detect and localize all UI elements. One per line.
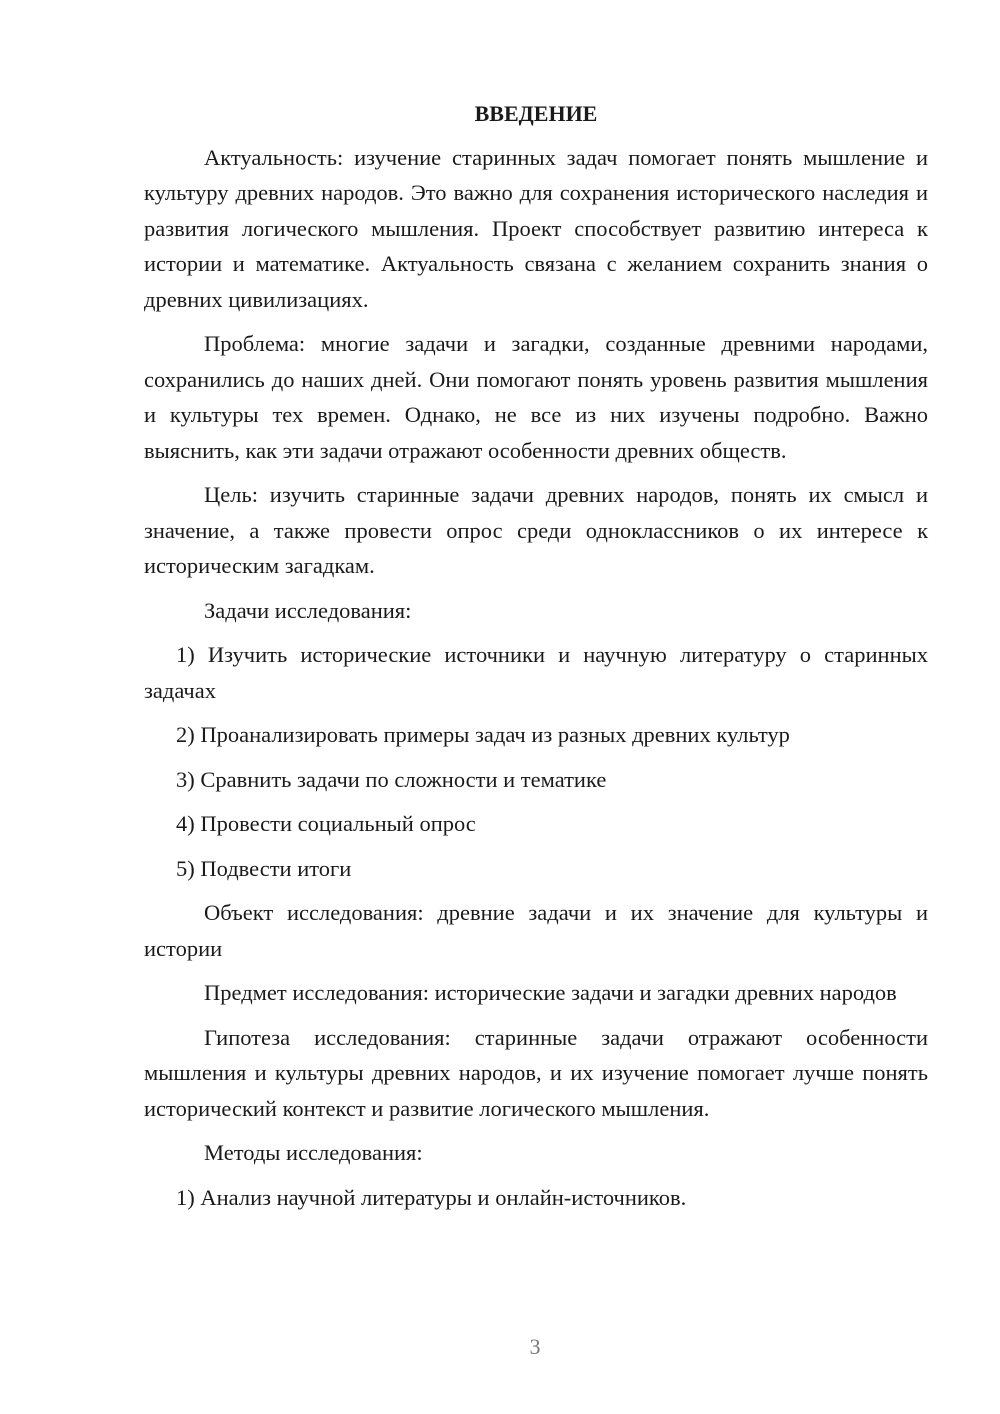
page-number: 3 <box>529 1334 541 1359</box>
tasks-list <box>144 637 928 886</box>
list-item: 1) Анализ научной литературы и онлайн-источников. <box>176 1184 687 1210</box>
relevance-paragraph: Актуальность: изучение старинных задач помогает понять мышление и культуру древних народов. Это важно для сохранения исторического наследия и развития логического мышления. Проект способствует развитию интереса к истории и математике. Актуальность связана с желанием сохранить знания о древних цивилизациях. <box>144 144 928 312</box>
problem-paragraph: Проблема: многие задачи и загадки, созданные древними народами, сохранились до наших дней. Они помогают понять уровень развития мышления и культуры тех времен. Однако, не все из них изучены подробно. Важно выяснить, как эти задачи отражают особенности древних обществ. <box>144 331 928 463</box>
tasks-heading: Задачи исследования: <box>204 597 412 623</box>
list-item: 1) Изучить исторические источники и научную литературу о старинных задачах <box>144 642 928 703</box>
methods-list <box>144 1180 928 1216</box>
goal-paragraph: Цель: изучить старинные задачи древних народов, понять их смысл и значение, а также провести опрос среди одноклассников о их интересе к историческим загадкам. <box>144 482 928 578</box>
subject-paragraph: Предмет исследования: исторические задачи и загадки древних народов <box>204 980 897 1005</box>
list-item: 4) Провести социальный опрос <box>176 811 476 836</box>
list-item: 5) Подвести итоги <box>176 855 352 881</box>
object-paragraph: Объект исследования: древние задачи и их значение для культуры и истории <box>144 900 928 961</box>
section-title: ВВЕДЕНИЕ <box>474 101 598 126</box>
list-item: 2) Проанализировать примеры задач из разных древних культур <box>176 722 790 747</box>
hypothesis-paragraph: Гипотеза исследования: старинные задачи отражают особенности мышления и культуры древних народов, и их изучение помогает лучше понять исторический контекст и развитие логического мышления. <box>144 1024 928 1121</box>
list-item: 3) Сравнить задачи по сложности и тематике <box>176 766 607 792</box>
page-content <box>144 96 928 1224</box>
methods-heading: Методы исследования: <box>204 1140 423 1165</box>
